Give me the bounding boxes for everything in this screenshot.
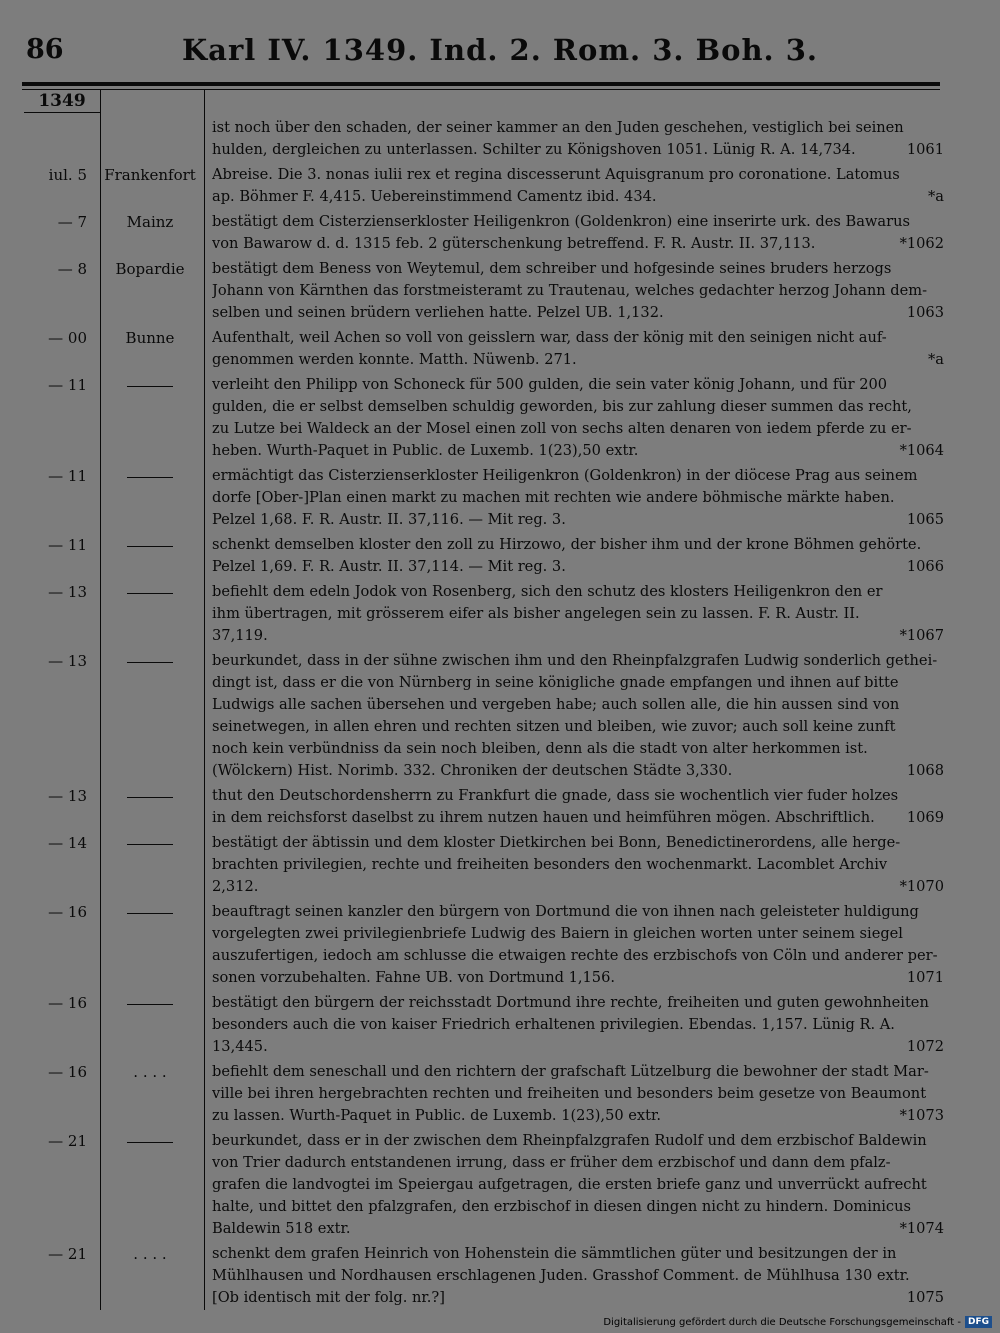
dfg-logo: DFG (965, 1316, 992, 1328)
entry-text (212, 650, 944, 782)
regest-entry (0, 901, 1000, 989)
entry-line: befiehlt dem seneschall und den richtern der grafschaft Lützelburg die bewohner der stadt Mar- (212, 1063, 929, 1080)
entry-number: *a (928, 188, 944, 205)
entry-date: — 7 (57, 213, 87, 231)
entry-text (212, 534, 944, 578)
entry-line: verleiht den Philipp von Schoneck für 500 gulden, die sein vater könig Johann, und für 200 (212, 376, 888, 393)
entry-date (0, 117, 96, 161)
entry-line: ap. Böhmer F. 4,415. Uebereinstimmend Camentz ibid. 434. *a (212, 186, 944, 208)
regest-entry (0, 465, 1000, 531)
entry-date: iul. 5 (48, 166, 87, 184)
entry-line: grafen die landvogtei im Speiergau aufgetragen, die ersten briefe ganz und unverrückt aufrecht (212, 1176, 927, 1193)
regest-entry (0, 1061, 1000, 1127)
entry-text (212, 164, 944, 208)
entry-line: ermächtigt das Cisterzienserkloster Heiligenkron (Goldenkron) in der diöcese Prag aus seinem (212, 467, 918, 484)
entry-place: Bopardie (115, 260, 185, 278)
entry-place: . . . . (133, 1245, 167, 1263)
entry-line: brachten privilegien, rechte und freiheiten besonders den wochenmarkt. Lacomblet Archiv (212, 856, 888, 873)
entry-line: Aufenthalt, weil Achen so voll von geisslern war, dass der könig mit den seinigen nicht auf- (212, 329, 887, 346)
entry-line: Baldewin 518 extr. *1074 (212, 1218, 944, 1240)
entry-date: — 11 (48, 467, 87, 485)
page-number: 86 (26, 34, 64, 65)
entry-line: Pelzel 1,69. F. R. Austr. II. 37,114. — Mit reg. 3. 1066 (212, 556, 944, 578)
regest-entry (0, 534, 1000, 578)
entry-line: 2,312. *1070 (212, 876, 944, 898)
entry-place (96, 832, 204, 898)
entry-line: schenkt dem grafen Heinrich von Hohenstein die sämmtlichen güter und besitzungen der in (212, 1245, 897, 1262)
header-rule-thin (22, 89, 940, 90)
entry-line: ville bei ihren hergebrachten rechten und freiheiten und besonders beim gesetze von Beaumont (212, 1085, 927, 1102)
entry-line: 37,119. *1067 (212, 625, 944, 647)
entry-number: 1072 (906, 1038, 944, 1055)
entry-date: — 14 (48, 834, 87, 852)
entry-number: *1064 (899, 442, 944, 459)
entry-line: dorfe [Ober-]Plan einen markt zu machen mit rechten wie andere böhmische märkte haben. (212, 489, 895, 506)
regest-entry (0, 374, 1000, 462)
regest-entry (0, 650, 1000, 782)
entry-date: — 16 (48, 903, 87, 921)
entry-line: Pelzel 1,68. F. R. Austr. II. 37,116. — Mit reg. 3. 1065 (212, 509, 944, 531)
entry-line: thut den Deutschordensherrn zu Frankfurt die gnade, dass sie wochentlich vier fuder holzes (212, 787, 899, 804)
entry-date: — 13 (48, 652, 87, 670)
regest-entry (0, 785, 1000, 829)
entry-text (212, 211, 944, 255)
entry-number: *1067 (899, 627, 944, 644)
entry-line: befiehlt dem edeln Jodok von Rosenberg, sich den schutz des klosters Heiligenkron den er (212, 583, 883, 600)
entry-line: auszufertigen, iedoch am schlusse die etwaigen rechte des erzbischofs von Cöln und anderer per- (212, 947, 938, 964)
page-title: Karl IV. 1349. Ind. 2. Rom. 3. Boh. 3. (181, 33, 819, 67)
entry-number: *1062 (899, 235, 944, 252)
entry-line: von Bawarow d. d. 1315 feb. 2 güterschenkung betreffend. F. R. Austr. II. 37,113. *1062 (212, 233, 944, 255)
entry-line: gulden, die er selbst demselben schuldig geworden, bis zur zahlung dieser summen das recht, (212, 398, 912, 415)
entry-date: — 11 (48, 376, 87, 394)
regest-entry (0, 327, 1000, 371)
entry-place (96, 992, 204, 1058)
entry-line: Abreise. Die 3. nonas iulii rex et regina discesserunt Aquisgranum pro coronatione. Latomus (212, 166, 900, 183)
entry-line: bestätigt der äbtissin und dem kloster Dietkirchen bei Bonn, Benedictinerordens, alle herge- (212, 834, 901, 851)
entry-line: ist noch über den schaden, der seiner kammer an den Juden geschehen, vestiglich bei seinen (212, 119, 904, 136)
entry-line: in dem reichsforst daselbst zu ihrem nutzen hauen und heimführen mögen. Abschriftlich. 1069 (212, 807, 944, 829)
entry-line: genommen werden konnte. Matth. Nüwenb. 271. *a (212, 349, 944, 371)
entry-text (212, 117, 944, 161)
footer-credit (603, 1316, 992, 1328)
footer-text: Digitalisierung gefördert durch die Deutsche Forschungsgemeinschaft - (603, 1316, 961, 1328)
entry-text (212, 1130, 944, 1240)
entry-line: Johann von Kärnthen das forstmeisteramt zu Trautenau, welches gedachter herzog Johann dem- (212, 282, 928, 299)
entry-text (212, 1061, 944, 1127)
entry-line: selben und seinen brüdern verliehen hatte. Pelzel UB. 1,132. 1063 (212, 302, 944, 324)
entry-date: — 00 (48, 329, 87, 347)
entry-place (96, 1130, 204, 1240)
year-underline (24, 112, 100, 113)
entry-line: [Ob identisch mit der folg. nr.?] 1075 (212, 1287, 944, 1309)
entry-date: — 13 (48, 787, 87, 805)
entry-place (96, 117, 204, 161)
entry-place: . . . . (133, 1063, 167, 1081)
entry-line: schenkt demselben kloster den zoll zu Hirzowo, der bisher ihm und der krone Böhmen gehörte. (212, 536, 922, 553)
entry-place (96, 534, 204, 578)
entry-date: — 21 (48, 1245, 87, 1263)
entry-line: von Trier dadurch entstandenen irrung, dass er früher dem erzbischof und dann dem pfalz- (212, 1154, 891, 1171)
entry-line: besonders auch die von kaiser Friedrich erhaltenen privilegien. Ebendas. 1,157. Lünig R. A. (212, 1016, 895, 1033)
regest-entry (0, 258, 1000, 324)
entry-number: 1066 (906, 558, 944, 575)
entry-text (212, 327, 944, 371)
entry-place (96, 901, 204, 989)
regest-entry (0, 832, 1000, 898)
regest-entry (0, 1243, 1000, 1309)
entry-date: — 16 (48, 1063, 87, 1081)
entry-number: 1063 (906, 304, 944, 321)
entry-text (212, 992, 944, 1058)
entry-place (96, 581, 204, 647)
entry-line: beauftragt seinen kanzler den bürgern von Dortmund die von ihnen nach geleisteter huldigung (212, 903, 919, 920)
entry-number: *1074 (899, 1220, 944, 1237)
entry-date: — 11 (48, 536, 87, 554)
entry-place (96, 785, 204, 829)
entry-text (212, 258, 944, 324)
regest-entry (0, 581, 1000, 647)
regest-entry (0, 992, 1000, 1058)
entry-date: — 21 (48, 1132, 87, 1150)
entry-number: 1075 (906, 1289, 944, 1306)
regesta-entries (0, 117, 1000, 1312)
year-label: 1349 (38, 91, 86, 111)
entry-line: ihm übertragen, mit grösserem eifer als bisher angelegen sein zu lassen. F. R. Austr. II. (212, 605, 860, 622)
entry-place (96, 650, 204, 782)
entry-date: — 16 (48, 994, 87, 1012)
entry-line: bestätigt dem Cisterzienserkloster Heiligenkron (Goldenkron) eine inserirte urk. des Bawarus (212, 213, 910, 230)
regest-entry (0, 164, 1000, 208)
entry-number: *1070 (899, 878, 944, 895)
entry-line: halte, und bittet den pfalzgrafen, den erzbischof in diesen dingen nicht zu hindern. Dominicus (212, 1198, 911, 1215)
entry-number: 1069 (906, 809, 944, 826)
entry-text (212, 374, 944, 462)
entry-line: bestätigt den bürgern der reichsstadt Dortmund ihre rechte, freiheiten und guten gewohnheiten (212, 994, 929, 1011)
entry-place: Frankenfort (104, 166, 196, 184)
entry-place (96, 465, 204, 531)
entry-line: beurkundet, dass in der sühne zwischen ihm und den Rheinpfalzgrafen Ludwig sonderlich gethei- (212, 652, 938, 669)
entry-line: beurkundet, dass er in der zwischen dem Rheinpfalzgrafen Rudolf und dem erzbischof Baldewin (212, 1132, 927, 1149)
entry-text (212, 901, 944, 989)
entry-place: Bunne (125, 329, 175, 347)
entry-date: — 13 (48, 583, 87, 601)
entry-line: hulden, dergleichen zu unterlassen. Schilter zu Königshoven 1051. Lünig R. A. 14,734. 1061 (212, 139, 944, 161)
entry-line: sonen vorzubehalten. Fahne UB. von Dortmund 1,156. 1071 (212, 967, 944, 989)
entry-line: dingt ist, dass er die von Nürnberg in seine königliche gnade empfangen und ihnen auf bitte (212, 674, 899, 691)
entry-place: Mainz (126, 213, 174, 231)
entry-date: — 8 (57, 260, 87, 278)
entry-number: 1061 (906, 141, 944, 158)
entry-text (212, 1243, 944, 1309)
entry-number: 1071 (906, 969, 944, 986)
entry-line: Ludwigs alle sachen übersehen und vergeben habe; auch sollen alle, die hin aussen sind von (212, 696, 900, 713)
entry-text (212, 785, 944, 829)
entry-text (212, 581, 944, 647)
entry-number: *a (928, 351, 944, 368)
entry-text (212, 832, 944, 898)
header-rule-thick (22, 82, 940, 86)
entry-line: zu lassen. Wurth-Paquet in Public. de Luxemb. 1(23),50 extr. *1073 (212, 1105, 944, 1127)
entry-line: (Wölckern) Hist. Norimb. 332. Chroniken der deutschen Städte 3,330. 1068 (212, 760, 944, 782)
regest-entry (0, 211, 1000, 255)
regest-entry (0, 1130, 1000, 1240)
entry-line: bestätigt dem Beness von Weytemul, dem schreiber und hofgesinde seines bruders herzogs (212, 260, 892, 277)
entry-line: Mühlhausen und Nordhausen erschlagenen Juden. Grasshof Comment. de Mühlhusa 130 extr. (212, 1267, 910, 1284)
entry-line: zu Lutze bei Waldeck an der Mosel einen zoll von sechs alten denaren von iedem pferde zu er- (212, 420, 912, 437)
entry-line: 13,445. 1072 (212, 1036, 944, 1058)
entry-line: heben. Wurth-Paquet in Public. de Luxemb. 1(23),50 extr. *1064 (212, 440, 944, 462)
regest-entry (0, 117, 1000, 161)
entry-number: 1068 (906, 762, 944, 779)
entry-number: *1073 (899, 1107, 944, 1124)
entry-line: noch kein verbündniss da sein noch bleiben, denn als die stadt von alter herkommen ist. (212, 740, 868, 757)
entry-line: seinetwegen, in allen ehren und rechten sitzen und bleiben, wie zuvor; auch soll keine zunft (212, 718, 896, 735)
entry-number: 1065 (906, 511, 944, 528)
entry-text (212, 465, 944, 531)
entry-line: vorgelegten zwei privilegienbriefe Ludwig des Baiern in gleichen worten unter seinem siegel (212, 925, 903, 942)
entry-place (96, 374, 204, 462)
